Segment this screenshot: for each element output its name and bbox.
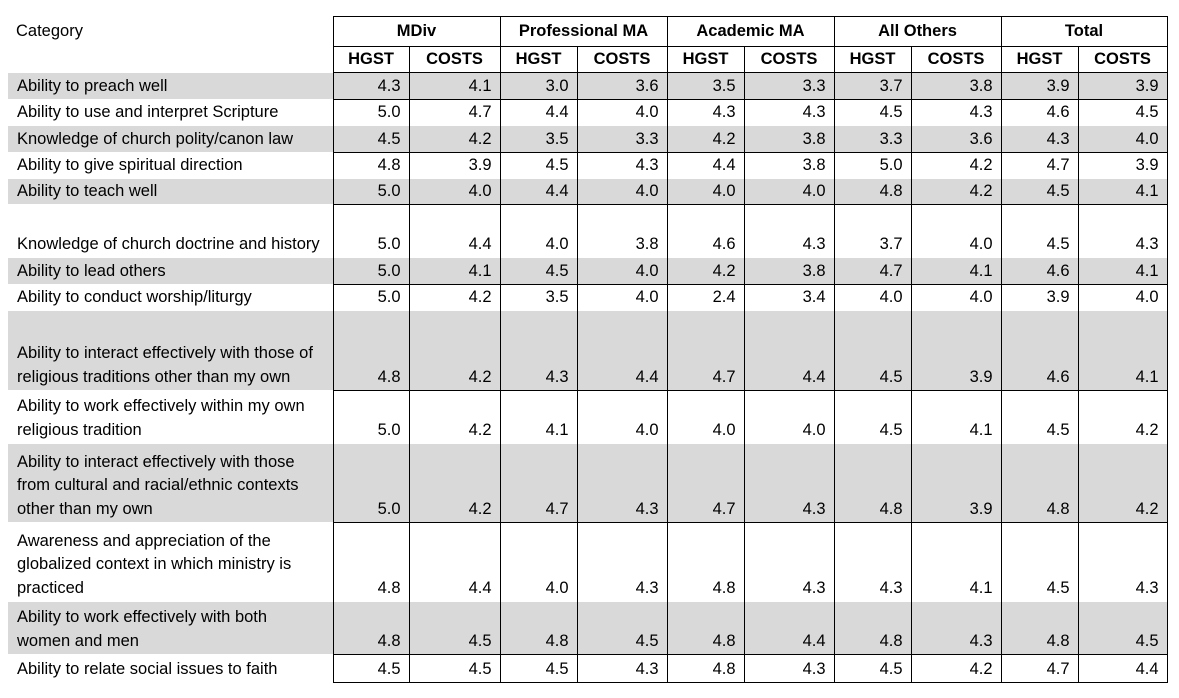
table-cell: 4.5 [834, 311, 911, 391]
results-table [8, 16, 1168, 683]
table-cell: 4.2 [667, 126, 744, 153]
table-row [8, 655, 1167, 683]
table-cell: 4.8 [500, 602, 577, 655]
table-cell: 4.6 [1001, 311, 1078, 391]
table-cell: 4.2 [667, 258, 744, 285]
table-cell: 4.2 [911, 153, 1001, 179]
table-cell: 4.3 [1001, 126, 1078, 153]
table-cell: 4.5 [409, 602, 500, 655]
table-row [8, 179, 1167, 205]
table-row [8, 311, 1167, 391]
table-cell: 3.3 [577, 126, 667, 153]
table-cell: 4.5 [577, 602, 667, 655]
table-body [8, 73, 1167, 683]
table-row [8, 73, 1167, 100]
table-cell: 4.0 [500, 205, 577, 258]
table-cell: 4.1 [911, 523, 1001, 602]
table-row [8, 523, 1167, 602]
table-cell: 3.3 [834, 126, 911, 153]
table-cell: 4.8 [834, 602, 911, 655]
table-cell: 4.3 [1078, 523, 1167, 602]
table-cell: 4.2 [911, 655, 1001, 683]
group-header-professional-ma: Professional MA [500, 17, 667, 47]
table-cell: 2.4 [667, 285, 744, 311]
table-cell: 4.8 [834, 444, 911, 523]
group-header-mdiv: MDiv [333, 17, 500, 47]
table-cell: 4.7 [667, 311, 744, 391]
row-label: Ability to relate social issues to faith [8, 655, 333, 683]
table-cell: 4.8 [333, 523, 409, 602]
table-cell: 4.4 [667, 153, 744, 179]
table-row [8, 602, 1167, 655]
table-cell: 5.0 [333, 258, 409, 285]
table-cell: 4.2 [409, 391, 500, 444]
sub-header-row [8, 47, 1167, 73]
table-cell: 4.1 [911, 258, 1001, 285]
table-cell: 4.6 [1001, 100, 1078, 126]
table-cell: 4.5 [1001, 179, 1078, 205]
table-cell: 3.8 [911, 73, 1001, 100]
table-cell: 4.5 [1001, 205, 1078, 258]
table-cell: 4.7 [667, 444, 744, 523]
sub-header-hgst: HGST [333, 47, 409, 73]
row-label: Ability to work effectively with both women and men [8, 602, 333, 655]
table-cell: 4.0 [577, 100, 667, 126]
table-cell: 4.3 [834, 523, 911, 602]
table-cell: 4.0 [577, 179, 667, 205]
table-cell: 3.3 [744, 73, 834, 100]
table-cell: 4.5 [409, 655, 500, 683]
table-cell: 4.7 [1001, 153, 1078, 179]
table-cell: 4.5 [333, 655, 409, 683]
table-cell: 3.9 [409, 153, 500, 179]
table-cell: 3.0 [500, 73, 577, 100]
table-cell: 4.4 [744, 602, 834, 655]
table-cell: 4.3 [911, 100, 1001, 126]
table-cell: 4.8 [667, 523, 744, 602]
table-cell: 4.1 [1078, 311, 1167, 391]
table-cell: 4.4 [500, 179, 577, 205]
table-cell: 5.0 [333, 100, 409, 126]
table-cell: 4.3 [500, 311, 577, 391]
table-cell: 3.5 [667, 73, 744, 100]
table-cell: 4.8 [1001, 444, 1078, 523]
sub-header-hgst: HGST [1001, 47, 1078, 73]
row-label: Ability to lead others [8, 258, 333, 285]
table-cell: 4.3 [744, 444, 834, 523]
table-cell: 4.0 [744, 179, 834, 205]
table-cell: 4.5 [1078, 602, 1167, 655]
table-cell: 4.7 [409, 100, 500, 126]
table-cell: 3.9 [1001, 73, 1078, 100]
sub-header-hgst: HGST [667, 47, 744, 73]
table-cell: 5.0 [333, 391, 409, 444]
table-cell: 3.5 [500, 285, 577, 311]
table-cell: 4.8 [333, 602, 409, 655]
table-cell: 4.5 [500, 655, 577, 683]
table-cell: 3.8 [744, 153, 834, 179]
table-cell: 4.0 [834, 285, 911, 311]
table-cell: 4.8 [834, 179, 911, 205]
row-label: Ability to give spiritual direction [8, 153, 333, 179]
table-cell: 4.0 [911, 285, 1001, 311]
table-cell: 4.2 [1078, 444, 1167, 523]
table-row [8, 285, 1167, 311]
table-cell: 4.0 [1078, 126, 1167, 153]
table-cell: 3.7 [834, 73, 911, 100]
table-cell: 4.8 [333, 311, 409, 391]
row-label: Knowledge of church doctrine and history [8, 205, 333, 258]
row-label: Ability to conduct worship/liturgy [8, 285, 333, 311]
table-cell: 4.5 [1078, 100, 1167, 126]
table-cell: 4.3 [667, 100, 744, 126]
table-cell: 4.6 [1001, 258, 1078, 285]
row-label: Ability to teach well [8, 179, 333, 205]
table-cell: 5.0 [834, 153, 911, 179]
table-cell: 4.2 [409, 126, 500, 153]
table-cell: 4.7 [834, 258, 911, 285]
table-cell: 4.8 [667, 602, 744, 655]
group-header-academic-ma: Academic MA [667, 17, 834, 47]
table-cell: 4.2 [911, 179, 1001, 205]
table-cell: 4.5 [500, 153, 577, 179]
table-cell: 4.3 [744, 655, 834, 683]
table-cell: 3.9 [911, 444, 1001, 523]
table-cell: 5.0 [333, 285, 409, 311]
table-cell: 3.9 [1078, 153, 1167, 179]
table-row [8, 444, 1167, 523]
table-cell: 3.4 [744, 285, 834, 311]
row-label: Ability to interact effectively with those of religious traditions other than my own [8, 311, 333, 391]
table-cell: 4.0 [911, 205, 1001, 258]
sub-header-costs: COSTS [1078, 47, 1167, 73]
table-cell: 4.8 [333, 153, 409, 179]
table-cell: 3.9 [911, 311, 1001, 391]
table-cell: 4.5 [500, 258, 577, 285]
table-cell: 3.5 [500, 126, 577, 153]
table-cell: 4.4 [1078, 655, 1167, 683]
table-cell: 4.3 [577, 655, 667, 683]
table-cell: 5.0 [333, 205, 409, 258]
table-cell: 4.3 [333, 73, 409, 100]
table-cell: 4.7 [1001, 655, 1078, 683]
table-cell: 4.1 [409, 258, 500, 285]
sub-header-hgst: HGST [500, 47, 577, 73]
table-cell: 4.5 [333, 126, 409, 153]
table-cell: 4.0 [409, 179, 500, 205]
table-cell: 4.1 [1078, 179, 1167, 205]
sub-header-costs: COSTS [577, 47, 667, 73]
table-cell: 4.5 [834, 655, 911, 683]
table-cell: 4.4 [500, 100, 577, 126]
table-cell: 4.2 [409, 285, 500, 311]
group-header-all-others: All Others [834, 17, 1001, 47]
table-cell: 4.3 [744, 523, 834, 602]
table-cell: 3.8 [744, 258, 834, 285]
table-row [8, 205, 1167, 258]
table-cell: 4.8 [667, 655, 744, 683]
table-cell: 3.7 [834, 205, 911, 258]
table-row [8, 153, 1167, 179]
table-cell: 4.2 [409, 444, 500, 523]
table-cell: 5.0 [333, 179, 409, 205]
table-cell: 4.5 [834, 100, 911, 126]
sub-header-hgst: HGST [834, 47, 911, 73]
table-cell: 4.0 [744, 391, 834, 444]
sub-header-costs: COSTS [911, 47, 1001, 73]
table-cell: 4.2 [409, 311, 500, 391]
row-label: Ability to interact effectively with those from cultural and racial/ethnic contexts other than my own [8, 444, 333, 523]
table-cell: 4.4 [577, 311, 667, 391]
table-row [8, 126, 1167, 153]
table-cell: 3.6 [577, 73, 667, 100]
table-cell: 4.2 [1078, 391, 1167, 444]
table-row [8, 258, 1167, 285]
table-cell: 4.3 [744, 205, 834, 258]
table-cell: 4.1 [1078, 258, 1167, 285]
table-cell: 4.8 [1001, 602, 1078, 655]
table-cell: 4.5 [1001, 391, 1078, 444]
table-cell: 4.3 [1078, 205, 1167, 258]
table-cell: 4.7 [500, 444, 577, 523]
table-cell: 4.3 [577, 523, 667, 602]
table-row [8, 391, 1167, 444]
row-label: Ability to use and interpret Scripture [8, 100, 333, 126]
table-cell: 4.1 [409, 73, 500, 100]
table-cell: 4.3 [744, 100, 834, 126]
row-label: Awareness and appreciation of the globalized context in which ministry is practiced [8, 523, 333, 602]
table-cell: 4.1 [500, 391, 577, 444]
table-cell: 4.0 [577, 285, 667, 311]
table-cell: 4.0 [667, 179, 744, 205]
table-cell: 4.0 [577, 258, 667, 285]
table-cell: 4.0 [1078, 285, 1167, 311]
table-cell: 4.5 [1001, 523, 1078, 602]
category-header-blank [8, 47, 333, 73]
table-cell: 4.4 [409, 523, 500, 602]
table-cell: 4.4 [409, 205, 500, 258]
table-cell: 4.3 [911, 602, 1001, 655]
category-header: Category [16, 21, 83, 40]
table-cell: 4.1 [911, 391, 1001, 444]
row-label: Knowledge of church polity/canon law [8, 126, 333, 153]
table-cell: 3.8 [577, 205, 667, 258]
table-cell: 4.4 [744, 311, 834, 391]
table-cell: 3.9 [1078, 73, 1167, 100]
table-cell: 4.0 [500, 523, 577, 602]
table-cell: 3.6 [911, 126, 1001, 153]
table-row [8, 100, 1167, 126]
group-header-row [8, 17, 1167, 47]
table-cell: 3.9 [1001, 285, 1078, 311]
group-header-total: Total [1001, 17, 1167, 47]
sub-header-costs: COSTS [409, 47, 500, 73]
table-cell: 4.3 [577, 153, 667, 179]
table-cell: 4.5 [834, 391, 911, 444]
table-cell: 4.3 [577, 444, 667, 523]
table-cell: 4.0 [577, 391, 667, 444]
row-label: Ability to preach well [8, 73, 333, 100]
sub-header-costs: COSTS [744, 47, 834, 73]
table-cell: 4.0 [667, 391, 744, 444]
table-cell: 5.0 [333, 444, 409, 523]
table-cell: 3.8 [744, 126, 834, 153]
table-cell: 4.6 [667, 205, 744, 258]
row-label: Ability to work effectively within my own religious tradition [8, 391, 333, 444]
